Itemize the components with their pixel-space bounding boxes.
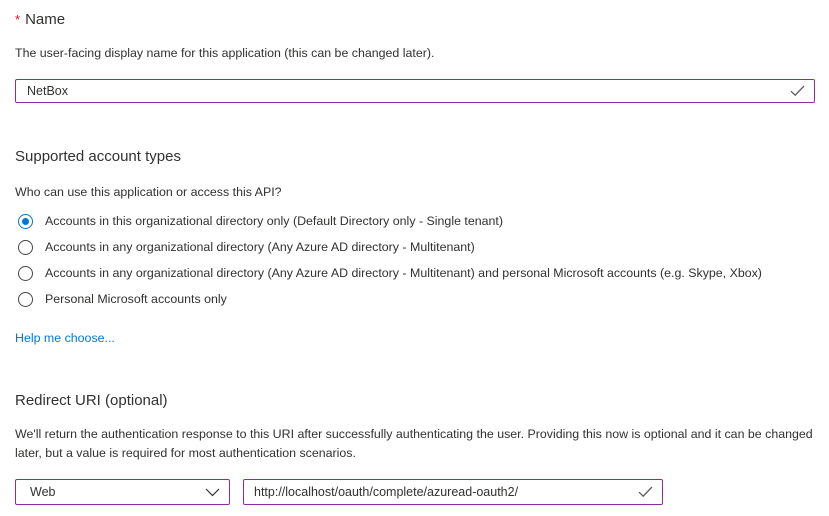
- account-types-question: Who can use this application or access this API?: [15, 185, 282, 199]
- radio-button-icon[interactable]: [18, 240, 33, 255]
- radio-button-icon[interactable]: [18, 266, 33, 281]
- radio-button-icon[interactable]: [18, 292, 33, 307]
- redirect-uri-section: [15, 391, 815, 505]
- name-section: [15, 10, 815, 103]
- redirect-uri-row: [15, 479, 815, 505]
- platform-select-value: Web: [30, 485, 56, 499]
- radio-option-multitenant[interactable]: [15, 234, 815, 260]
- name-section-title: [15, 10, 815, 30]
- redirect-uri-input-wrapper: [243, 479, 663, 505]
- account-types-title: Supported account types: [15, 148, 181, 165]
- redirect-uri-title: Redirect URI (optional): [15, 392, 168, 409]
- radio-option-label: Accounts in this organizational directory only (Default Directory only - Single tenant): [45, 214, 503, 228]
- name-input[interactable]: [16, 80, 790, 102]
- redirect-uri-description: We'll return the authentication response to this URI after successfully authenticating the user. Providing this now is optional and it can be changed later, but a value is required for most authentication scenarios.: [15, 427, 813, 460]
- radio-button-icon[interactable]: [18, 214, 33, 229]
- radio-option-multitenant-personal[interactable]: [15, 260, 815, 286]
- account-type-radio-group: [15, 208, 815, 312]
- name-input-wrapper: [15, 79, 815, 103]
- help-me-choose-link[interactable]: Help me choose...: [15, 331, 115, 345]
- account-types-section: [15, 147, 815, 347]
- radio-option-label: Accounts in any organizational directory (Any Azure AD directory - Multitenant): [45, 240, 475, 254]
- radio-option-label: Accounts in any organizational directory (Any Azure AD directory - Multitenant) and personal Microsoft accounts (e.g. Skype, Xbox): [45, 266, 762, 280]
- valid-check-icon: [638, 486, 653, 498]
- required-marker: *: [15, 12, 21, 27]
- chevron-down-icon: [205, 488, 220, 497]
- radio-option-personal-only[interactable]: [15, 286, 815, 312]
- name-description: The user-facing display name for this application (this can be changed later).: [15, 46, 435, 60]
- radio-option-single-tenant[interactable]: [15, 208, 815, 234]
- platform-select[interactable]: [15, 479, 230, 505]
- radio-option-label: Personal Microsoft accounts only: [45, 292, 227, 306]
- name-title-text: Name: [25, 11, 66, 28]
- redirect-uri-input[interactable]: [244, 480, 638, 504]
- valid-check-icon: [790, 85, 805, 97]
